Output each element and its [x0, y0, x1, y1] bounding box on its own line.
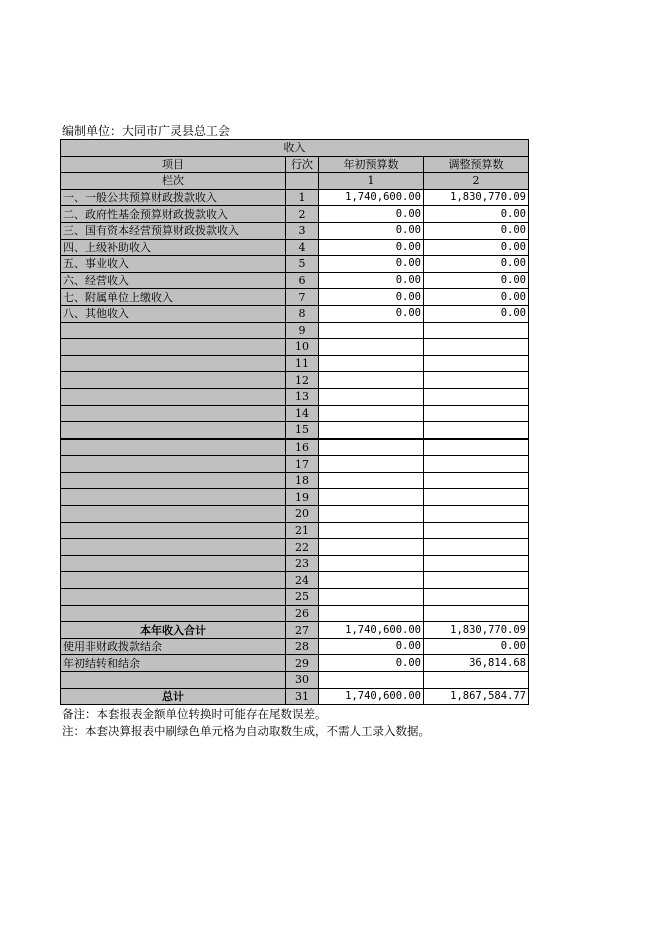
reporting-unit-label: 编制单位：大同市广灵县总工会 — [62, 124, 231, 138]
row-initial-budget[interactable] — [319, 472, 424, 489]
row-adjusted-budget[interactable] — [424, 522, 529, 539]
row-item — [61, 422, 286, 439]
row-line: 10 — [286, 339, 319, 356]
row-adjusted-budget[interactable] — [424, 572, 529, 589]
row-line: 13 — [286, 388, 319, 405]
row-initial-budget[interactable]: 0.00 — [319, 256, 424, 273]
row-item: 三、国有资本经营预算财政拨款收入 — [61, 222, 286, 239]
row-item — [61, 589, 286, 606]
row-adjusted-budget[interactable] — [424, 339, 529, 356]
row-item — [61, 372, 286, 389]
table-row — [61, 222, 529, 239]
total-adjusted[interactable]: 1,867,584.77 — [424, 688, 529, 705]
total-initial[interactable]: 1,740,600.00 — [319, 688, 424, 705]
carryover-initial[interactable]: 0.00 — [319, 655, 424, 672]
row-initial-budget[interactable] — [319, 322, 424, 339]
nonfiscal-row — [61, 638, 529, 655]
row-item — [61, 339, 286, 356]
table-row — [61, 589, 529, 606]
row-adjusted-budget[interactable] — [424, 405, 529, 422]
row-initial-budget[interactable]: 0.00 — [319, 222, 424, 239]
row-adjusted-budget[interactable] — [424, 555, 529, 572]
table-row — [61, 289, 529, 306]
carryover-row — [61, 655, 529, 672]
row-line: 4 — [286, 239, 319, 256]
row-initial-budget[interactable] — [319, 339, 424, 356]
header-index-1: 1 — [319, 173, 424, 190]
row-item — [61, 489, 286, 506]
row-line: 16 — [286, 439, 319, 456]
table-summary — [61, 622, 529, 705]
table-row — [61, 206, 529, 223]
carryover-line: 29 — [286, 655, 319, 672]
row-item — [61, 388, 286, 405]
row-adjusted-budget[interactable] — [424, 489, 529, 506]
row-item: 四、上级补助收入 — [61, 239, 286, 256]
row-line: 22 — [286, 539, 319, 556]
header-income: 收入 — [61, 140, 529, 157]
row-adjusted-budget[interactable]: 0.00 — [424, 222, 529, 239]
row-initial-budget[interactable] — [319, 522, 424, 539]
row-line: 3 — [286, 222, 319, 239]
row-initial-budget[interactable] — [319, 372, 424, 389]
table-row — [61, 322, 529, 339]
table-row — [61, 439, 529, 456]
row-initial-budget[interactable] — [319, 422, 424, 439]
table-row — [61, 456, 529, 473]
row-item — [61, 472, 286, 489]
header-line: 行次 — [286, 156, 319, 173]
header-item: 项目 — [61, 156, 286, 173]
row-item — [61, 522, 286, 539]
nonfiscal-initial[interactable]: 0.00 — [319, 638, 424, 655]
nonfiscal-item: 使用非财政拨款结余 — [61, 638, 286, 655]
row-item — [61, 456, 286, 473]
row-item — [61, 405, 286, 422]
row-adjusted-budget[interactable]: 0.00 — [424, 239, 529, 256]
blank30-initial[interactable] — [319, 672, 424, 689]
row-line: 19 — [286, 489, 319, 506]
table-row — [61, 256, 529, 273]
row-adjusted-budget[interactable] — [424, 539, 529, 556]
header-index-blank — [286, 173, 319, 190]
row-initial-budget[interactable] — [319, 439, 424, 456]
row-initial-budget[interactable] — [319, 456, 424, 473]
row-line: 14 — [286, 405, 319, 422]
row-item — [61, 439, 286, 456]
row-item: 一、一般公共预算财政拨款收入 — [61, 189, 286, 206]
total-row — [61, 688, 529, 705]
row-initial-budget[interactable] — [319, 405, 424, 422]
row-line: 2 — [286, 206, 319, 223]
table-row — [61, 339, 529, 356]
nonfiscal-adjusted[interactable]: 0.00 — [424, 638, 529, 655]
row-initial-budget[interactable] — [319, 388, 424, 405]
row-initial-budget[interactable] — [319, 489, 424, 506]
header-index-label: 栏次 — [61, 173, 286, 190]
income-budget-table — [60, 139, 529, 705]
remark-note: 备注：本套报表金额单位转换时可能存在尾数误差。 — [62, 707, 327, 721]
subtotal-item: 本年收入合计 — [61, 622, 286, 639]
table-body — [61, 189, 529, 621]
row-initial-budget[interactable] — [319, 355, 424, 372]
row-item — [61, 322, 286, 339]
table-row — [61, 405, 529, 422]
row-line: 9 — [286, 322, 319, 339]
table-row — [61, 388, 529, 405]
row-initial-budget[interactable] — [319, 572, 424, 589]
table-row — [61, 472, 529, 489]
table-row — [61, 555, 529, 572]
auto-fill-note: 注：本套决算报表中刷绿色单元格为自动取数生成，不需人工录入数据。 — [62, 724, 430, 738]
row-line: 6 — [286, 272, 319, 289]
row-item — [61, 605, 286, 622]
row-line: 7 — [286, 289, 319, 306]
row-adjusted-budget[interactable]: 0.00 — [424, 305, 529, 322]
row-initial-budget[interactable]: 0.00 — [319, 239, 424, 256]
row-item — [61, 572, 286, 589]
row-line: 26 — [286, 605, 319, 622]
row-item — [61, 555, 286, 572]
table-row — [61, 372, 529, 389]
row-adjusted-budget[interactable] — [424, 456, 529, 473]
blank30-item — [61, 672, 286, 689]
row-initial-budget[interactable]: 0.00 — [319, 272, 424, 289]
row-line: 20 — [286, 506, 319, 523]
row-adjusted-budget[interactable] — [424, 388, 529, 405]
row-initial-budget[interactable] — [319, 539, 424, 556]
row-initial-budget[interactable] — [319, 605, 424, 622]
row-adjusted-budget[interactable] — [424, 322, 529, 339]
table-row — [61, 489, 529, 506]
subtotal-row — [61, 622, 529, 639]
row-line: 8 — [286, 305, 319, 322]
table-row — [61, 522, 529, 539]
table-row — [61, 506, 529, 523]
table-row — [61, 572, 529, 589]
carryover-adjusted[interactable]: 36,814.68 — [424, 655, 529, 672]
row-line: 21 — [286, 522, 319, 539]
nonfiscal-line: 28 — [286, 638, 319, 655]
row-item — [61, 355, 286, 372]
table-row — [61, 605, 529, 622]
row-initial-budget[interactable] — [319, 555, 424, 572]
blank30-adjusted[interactable] — [424, 672, 529, 689]
row-item: 七、附属单位上缴收入 — [61, 289, 286, 306]
row-adjusted-budget[interactable] — [424, 472, 529, 489]
row-adjusted-budget[interactable] — [424, 422, 529, 439]
blank30-line: 30 — [286, 672, 319, 689]
row-initial-budget[interactable] — [319, 589, 424, 606]
row-item: 五、事业收入 — [61, 256, 286, 273]
row-initial-budget[interactable]: 1,740,600.00 — [319, 189, 424, 206]
row-line: 1 — [286, 189, 319, 206]
row-line: 18 — [286, 472, 319, 489]
row-initial-budget[interactable]: 0.00 — [319, 305, 424, 322]
row-adjusted-budget[interactable]: 0.00 — [424, 256, 529, 273]
row-adjusted-budget[interactable] — [424, 355, 529, 372]
header-column-row — [61, 156, 529, 173]
row-item: 八、其他收入 — [61, 305, 286, 322]
row-line: 12 — [286, 372, 319, 389]
header-adjusted-budget: 调整预算数 — [424, 156, 529, 173]
row-line: 15 — [286, 422, 319, 439]
row-initial-budget[interactable] — [319, 506, 424, 523]
subtotal-initial[interactable]: 1,740,600.00 — [319, 622, 424, 639]
row-item: 六、经营收入 — [61, 272, 286, 289]
row-line: 11 — [286, 355, 319, 372]
table-row — [61, 355, 529, 372]
row-adjusted-budget[interactable] — [424, 605, 529, 622]
row-adjusted-budget[interactable]: 0.00 — [424, 272, 529, 289]
table-row — [61, 539, 529, 556]
total-item: 总计 — [61, 688, 286, 705]
row-line: 17 — [286, 456, 319, 473]
subtotal-line: 27 — [286, 622, 319, 639]
row-item — [61, 539, 286, 556]
header-index-row — [61, 173, 529, 190]
row-initial-budget[interactable]: 0.00 — [319, 289, 424, 306]
row-line: 5 — [286, 256, 319, 273]
blank-row-30 — [61, 672, 529, 689]
row-line: 24 — [286, 572, 319, 589]
row-adjusted-budget[interactable] — [424, 506, 529, 523]
header-group-row — [61, 140, 529, 157]
row-line: 25 — [286, 589, 319, 606]
row-line: 23 — [286, 555, 319, 572]
row-adjusted-budget[interactable] — [424, 439, 529, 456]
table-row — [61, 272, 529, 289]
row-adjusted-budget[interactable]: 0.00 — [424, 206, 529, 223]
subtotal-adjusted[interactable]: 1,830,770.09 — [424, 622, 529, 639]
row-initial-budget[interactable]: 0.00 — [319, 206, 424, 223]
row-item — [61, 506, 286, 523]
row-adjusted-budget[interactable] — [424, 589, 529, 606]
header-index-2: 2 — [424, 173, 529, 190]
table-row — [61, 305, 529, 322]
table-row — [61, 239, 529, 256]
row-adjusted-budget[interactable]: 0.00 — [424, 289, 529, 306]
row-adjusted-budget[interactable] — [424, 372, 529, 389]
row-adjusted-budget[interactable]: 1,830,770.09 — [424, 189, 529, 206]
table-row — [61, 422, 529, 439]
carryover-item: 年初结转和结余 — [61, 655, 286, 672]
total-line: 31 — [286, 688, 319, 705]
row-item: 二、政府性基金预算财政拨款收入 — [61, 206, 286, 223]
header-initial-budget: 年初预算数 — [319, 156, 424, 173]
table-row — [61, 189, 529, 206]
